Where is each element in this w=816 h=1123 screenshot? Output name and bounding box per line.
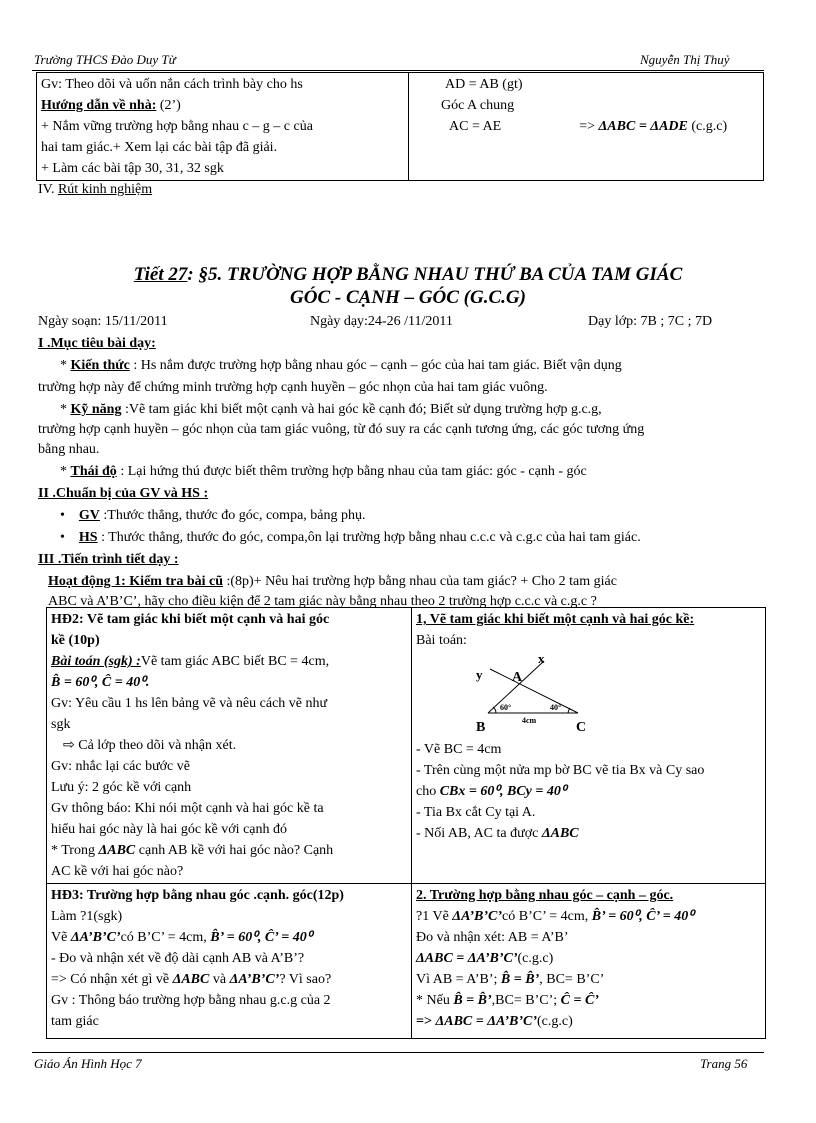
skill-line-3: bằng nhau.	[38, 442, 100, 457]
r3-line: (c.g.c)	[536, 1014, 573, 1029]
r3-draw	[416, 906, 761, 927]
angle-c-arc	[568, 708, 570, 713]
r3-reason	[416, 969, 761, 990]
hd2-title: HĐ2: Vẽ tam giác khi biết một cạnh và hai góc	[51, 612, 330, 627]
angle-equality: B̂ = B̂’	[500, 972, 540, 987]
gv-prep-line: • GV :Thước thẳng, thước đo góc, compa, bảng phụ.	[60, 508, 366, 523]
r3-line: Đo và nhận xét: AB = A’B’	[416, 930, 569, 945]
footer-title: Giáo Án Hình Học 7	[34, 1056, 142, 1071]
congruence-statement: ΔABC = ΔA’B’C’	[416, 951, 518, 966]
lesson-title-2: GÓC - CẠNH – GÓC (G.C.G)	[290, 287, 526, 308]
activity-1-label: Hoạt động 1: Kiểm tra bài cũ	[48, 574, 223, 589]
skill-line-2: trường hợp cạnh huyền – góc nhọn của tam giác vuông, từ đó suy ra các cạnh tương ứng, các góc tương ứng	[38, 422, 645, 437]
hs-label: HS	[78, 530, 98, 545]
section-iv-num: IV.	[38, 182, 58, 197]
hd3-line: Vẽ	[51, 930, 71, 945]
r3-line: , BC= B’C’	[539, 972, 605, 987]
label-angle-b: 60°	[500, 703, 512, 712]
section-i-heading: I .Mục tiêu bài dạy:	[38, 336, 156, 351]
step-line: cho	[416, 784, 440, 799]
header-teacher: Nguyễn Thị Thuỷ	[640, 52, 730, 67]
section-iv	[38, 180, 152, 200]
label-c: C	[576, 720, 587, 735]
hd2-problem	[51, 651, 407, 672]
implies-symbol: =>	[579, 119, 596, 134]
congruence-statement: ΔABC = ΔA’B’C’	[435, 1014, 537, 1029]
hd2-line: cạnh AB kề với hai góc nào? Cạnh	[135, 843, 334, 858]
header-school: Trường THCS Đào Duy Từ	[34, 52, 176, 67]
r3-line: ,BC= B’C’;	[491, 993, 561, 1008]
top-right-cell	[409, 73, 764, 181]
knowledge-line: * Kiến thức : Hs nắm được trường hợp bằng nhau góc – cạnh – góc của hai tam giác. Biết vận dụng	[60, 358, 622, 373]
hd2-line: Gv thông báo: Khi nói một cạnh và hai góc kề ta	[51, 801, 324, 816]
hd2-line: ⇨ Cả lớp theo dõi và nhận xét.	[63, 738, 237, 753]
proof-line: AD = AB (gt)	[445, 77, 523, 92]
header-rule	[32, 70, 764, 71]
step-join	[416, 823, 761, 844]
r3-line: ?1 Vẽ	[416, 909, 453, 924]
proof-line: AC = AE	[449, 119, 502, 134]
lesson-title-text: : §5. TRƯỜNG HỢP BẰNG NHAU THỨ BA CỦA TAM GIÁC	[187, 264, 683, 285]
triangle-abc: ΔABC	[541, 826, 579, 841]
hd3-line: Gv : Thông báo trường hợp bằng nhau g.c.g của 2	[51, 993, 331, 1008]
angle-values: B̂’ = 60⁰, Ĉ’ = 40⁰	[210, 930, 313, 945]
section-ii-heading: II .Chuẩn bị của GV và HS :	[38, 486, 209, 501]
skill-text: :Vẽ tam giác khi biết một cạnh và hai góc kề cạnh đó; Biết sử dụng trường hợp g.c.g,	[121, 402, 602, 417]
gv-label: GV	[78, 508, 100, 523]
r3-line: Vì AB = A’B’;	[416, 972, 501, 987]
label-a: A	[512, 670, 523, 685]
hd3-line: => Có nhận xét gì về	[51, 972, 173, 987]
hd2-line: Lưu ý: 2 góc kề với cạnh	[51, 780, 192, 795]
r3-line: (c.g.c)	[517, 951, 554, 966]
hs-prep-line: • HS : Thước thẳng, thước đo góc, compa,ôn lại trường hợp bằng nhau c.c.c và c.g.c của hai tam giác.	[60, 530, 641, 545]
hd3-line: tam giác	[51, 1014, 99, 1029]
top-left-line: + Nắm vững trường hợp bằng nhau c – g – c của	[41, 119, 313, 134]
hd3-line: và	[209, 972, 230, 987]
section-iv-text: Rút kinh nghiệm	[57, 182, 153, 197]
knowledge-line-2: trường hợp này để chứng minh trường hợp cạnh huyền – góc nhọn của hai tam giác vuông.	[38, 380, 548, 395]
activity-1-text: :(8p)+ Nêu hai trường hợp bằng nhau của tam giác? + Cho 2 tam giác	[223, 574, 617, 589]
step-line: - Vẽ BC = 4cm	[416, 742, 502, 757]
step-line: - Nối AB, AC ta được	[416, 826, 542, 841]
r3-conclusion	[416, 1011, 761, 1032]
r3-if	[416, 990, 761, 1011]
attitude-line: * Thái độ : Lại hứng thú được biết thêm trường hợp bằng nhau của tam giác: góc - cạnh - góc	[60, 464, 587, 479]
proof-conclusion	[441, 116, 759, 137]
hd2-question	[51, 840, 407, 861]
proof-line: Góc A chung	[441, 98, 515, 113]
lesson-title-1	[0, 264, 816, 286]
date-prepared: Ngày soạn: 15/11/2011	[38, 314, 168, 329]
r3-line: có B’C’ = 4cm,	[502, 909, 592, 924]
lesson-number: Tiết 27	[133, 264, 188, 285]
activity-1-line	[48, 572, 617, 592]
r2-problem-label: Bài toán:	[416, 633, 467, 648]
homework-heading	[41, 95, 404, 116]
label-b: B	[476, 720, 486, 735]
gv-prep-text: :Thước thẳng, thước đo góc, compa, bảng phụ.	[99, 508, 366, 523]
r3-cell	[412, 884, 766, 1039]
angle-b-arc	[493, 707, 496, 713]
triangle-a-b-c-prime: ΔA’B’C’	[229, 972, 280, 987]
top-left-line: Gv: Theo dõi và uốn nắn cách trình bày cho hs	[41, 77, 303, 92]
top-table	[36, 72, 764, 181]
hd3-line: ? Vì sao?	[279, 972, 332, 987]
top-left-line: + Làm các bài tập 30, 31, 32 sgk	[41, 161, 224, 176]
problem-label: Bài toán (sgk) :	[51, 654, 141, 669]
r3-title: 2. Trường hợp bằng nhau góc – cạnh – góc.	[416, 888, 674, 903]
angle-equality: Ĉ = Ĉ’	[560, 993, 599, 1008]
label-bc-length: 4cm	[522, 716, 537, 725]
hd2-title-2: kề (10p)	[51, 633, 100, 648]
label-y: y	[476, 667, 483, 682]
hd2-line: hiểu hai góc này là hai góc kề với cạnh đó	[51, 822, 287, 837]
label-angle-c: 40°	[550, 703, 562, 712]
activity-1-line-2: ABC và A’B’C’, hãy cho điều kiện để 2 tam giác này bằng nhau theo 2 trường hợp c.c.c và c.g.c ?	[48, 594, 597, 609]
hd2-line: * Trong	[51, 843, 99, 858]
attitude-text: : Lại hứng thú được biết thêm trường hợp bằng nhau của tam giác: góc - cạnh - góc	[116, 464, 587, 479]
hd2-line: Gv: Yêu cầu 1 hs lên bảng vẽ và nêu cách vẽ như	[51, 696, 328, 711]
angle-values: CBx = 60⁰, BCy = 40⁰	[439, 784, 567, 799]
skill-line: * Kỹ năng :Vẽ tam giác khi biết một cạnh và hai góc kề cạnh đó; Biết sử dụng trường hợp g.c.g,	[60, 402, 602, 417]
angle-equality: B̂ = B̂’	[453, 993, 492, 1008]
triangle-a-b-c-prime: ΔA’B’C’	[452, 909, 503, 924]
r2-cell	[412, 608, 766, 884]
r3-line: * Nếu	[416, 993, 454, 1008]
label-x: x	[538, 651, 545, 666]
top-left-line: hai tam giác.+ Xem lại các bài tập đã giải.	[41, 140, 278, 155]
footer-page: Trang 56	[700, 1056, 748, 1071]
triangle-abc: ΔABC	[98, 843, 136, 858]
angle-values: B̂’ = 60⁰, Ĉ’ = 40⁰	[591, 909, 694, 924]
ray-bx	[488, 661, 544, 713]
hd3-question	[51, 969, 407, 990]
hd3-line: - Đo và nhận xét về độ dài cạnh AB và A’B’?	[51, 951, 305, 966]
r3-congruence	[416, 948, 761, 969]
knowledge-text: : Hs nắm được trường hợp bằng nhau góc – cạnh – góc của hai tam giác. Biết vận dụng	[129, 358, 622, 373]
hd3-draw	[51, 927, 407, 948]
classes: Dạy lớp: 7B ; 7C ; 7D	[588, 314, 713, 329]
skill-label: Kỹ năng	[70, 402, 122, 417]
r2-title: 1, Vẽ tam giác khi biết một cạnh và hai góc kề:	[416, 612, 695, 627]
homework-label: Hướng dẫn về nhà:	[41, 98, 157, 113]
triangle-a-b-c-prime: ΔA’B’C’	[70, 930, 121, 945]
footer-rule	[32, 1052, 764, 1053]
knowledge-label: Kiến thức	[70, 358, 130, 373]
activity-table	[46, 607, 766, 1039]
hd2-line: sgk	[51, 717, 71, 732]
homework-time: (2’)	[156, 98, 181, 113]
triangle-abc: ΔABC	[172, 972, 210, 987]
section-iii-heading: III .Tiến trình tiết dạy :	[38, 552, 179, 567]
hs-prep-text: : Thước thẳng, thước đo góc, compa,ôn lại trường hợp bằng nhau c.c.c và c.g.c của hai tam giác.	[97, 530, 641, 545]
hd2-cell	[47, 608, 412, 884]
problem-text: Vẽ tam giác ABC biết BC = 4cm,	[140, 654, 330, 669]
congruence-statement: ΔABC = ΔADE	[598, 119, 688, 134]
hd3-line: có B’C’ = 4cm,	[120, 930, 211, 945]
hd2-line: AC kề với hai góc nào?	[51, 864, 184, 879]
hd3-title: HĐ3: Trường hợp bằng nhau góc .cạnh. góc(12p)	[51, 888, 344, 903]
triangle-svg	[416, 651, 616, 739]
proof-reason: (c.g.c)	[691, 119, 728, 134]
top-left-cell	[37, 73, 409, 181]
implies-symbol: =>	[416, 1014, 436, 1029]
step-line: - Trên cùng một nửa mp bờ BC vẽ tia Bx và Cy sao	[416, 763, 705, 778]
date-taught: Ngày dạy:24-26 /11/2011	[310, 314, 453, 329]
problem-angles: B̂ = 60⁰, Ĉ = 40⁰.	[51, 675, 150, 690]
attitude-label: Thái độ	[70, 464, 117, 479]
step-line: - Tia Bx cắt Cy tại A.	[416, 805, 536, 820]
hd3-cell	[47, 884, 412, 1039]
hd2-line: Gv: nhắc lại các bước vẽ	[51, 759, 190, 774]
step-angles	[416, 781, 761, 802]
hd3-line: Làm ?1(sgk)	[51, 909, 123, 924]
triangle-figure	[416, 651, 761, 739]
